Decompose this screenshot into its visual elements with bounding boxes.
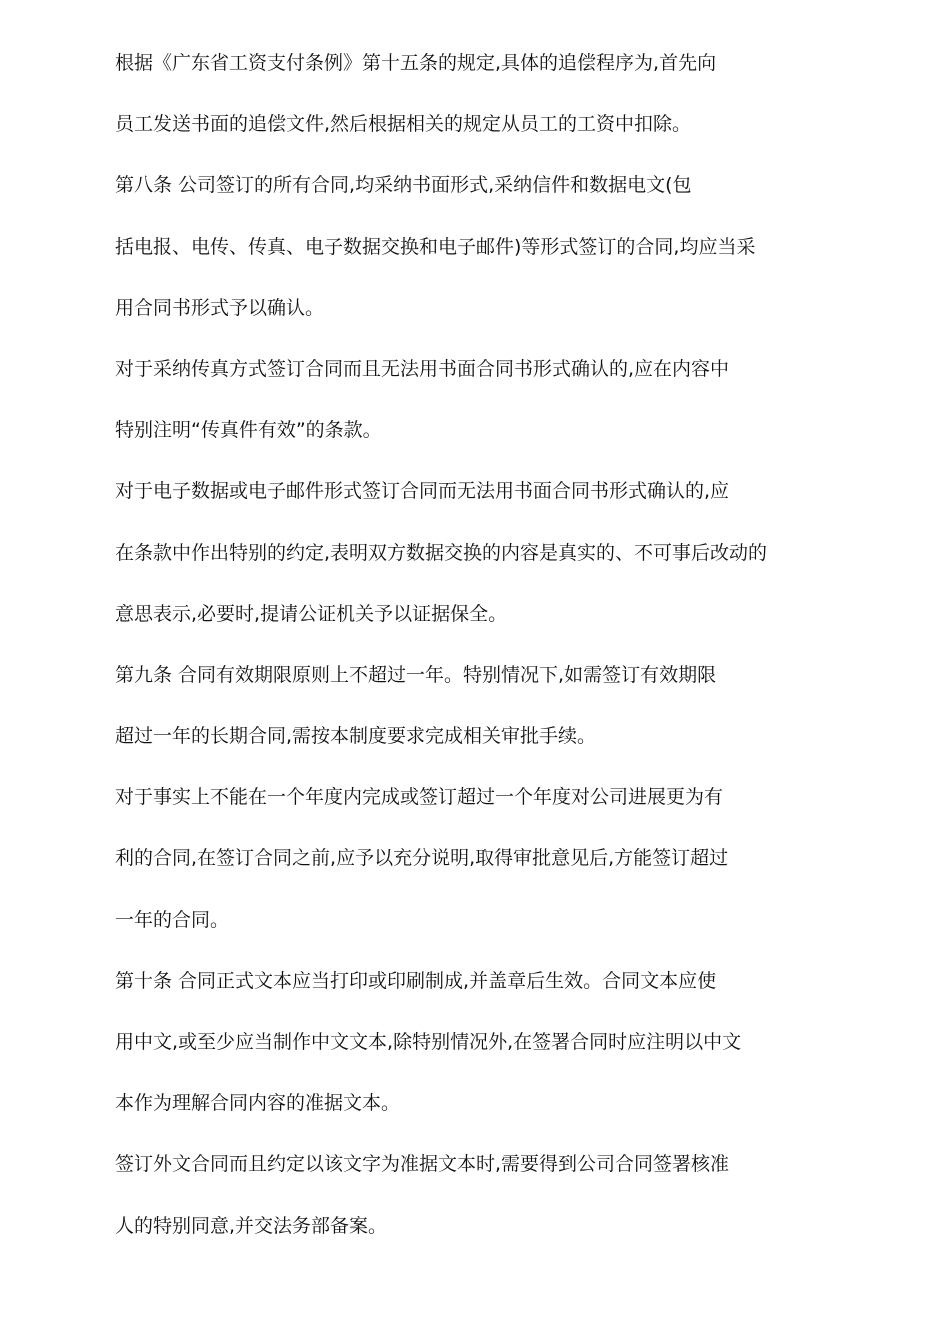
text-line: 第九条 合同有效期限原则上不超过一年。特别情况下,如需签订有效期限: [115, 663, 717, 686]
text-line: 特别注明“传真件有效”的条款。: [115, 419, 382, 442]
text-line: 对于采纳传真方式签订合同而且无法用书面合同书形式确认的,应在内容中: [115, 357, 730, 380]
text-line: 对于事实上不能在一个年度内完成或签订超过一个年度对公司进展更为有: [115, 786, 724, 809]
text-line: 一年的合同。: [115, 908, 230, 931]
text-line: 员工发送书面的追偿文件,然后根据相关的规定从员工的工资中扣除。: [115, 113, 692, 136]
text-line: 利的合同,在签订合同之前,应予以充分说明,取得审批意见后,方能签订超过: [115, 847, 729, 870]
text-line: 用合同书形式予以确认。: [115, 296, 325, 319]
text-line: 签订外文合同而且约定以该文字为准据文本时,需要得到公司合同签署核准: [115, 1153, 730, 1176]
text-line: 本作为理解合同内容的准据文本。: [115, 1092, 401, 1115]
text-line: 第十条 合同正式文本应当打印或印刷制成,并盖章后生效。合同文本应使: [115, 969, 717, 992]
text-line: 用中文,或至少应当制作中文文本,除特别情况外,在签署合同时应注明以中文: [115, 1031, 742, 1053]
text-line: 括电报、电传、传真、电子数据交换和电子邮件)等形式签订的合同,均应当采: [115, 235, 756, 258]
text-line: 在条款中作出特别的约定,表明双方数据交换的内容是真实的、不可事后改动的: [115, 541, 768, 564]
text-line: 对于电子数据或电子邮件形式签订合同而无法用书面合同书形式确认的,应: [115, 480, 730, 503]
text-line: 人的特别同意,并交法务部备案。: [115, 1214, 388, 1237]
text-line: 根据《广东省工资支付条例》第十五条的规定,具体的追偿程序为,首先向: [115, 52, 717, 74]
text-line: 超过一年的长期合同,需按本制度要求完成相关审批手续。: [115, 725, 597, 748]
text-line: 第八条 公司签订的所有合同,均采纳书面形式,采纳信件和数据电文(包: [115, 174, 692, 197]
body-text: [115, 47, 835, 1271]
text-line: 意思表示,必要时,提请公证机关予以证据保全。: [115, 602, 508, 625]
